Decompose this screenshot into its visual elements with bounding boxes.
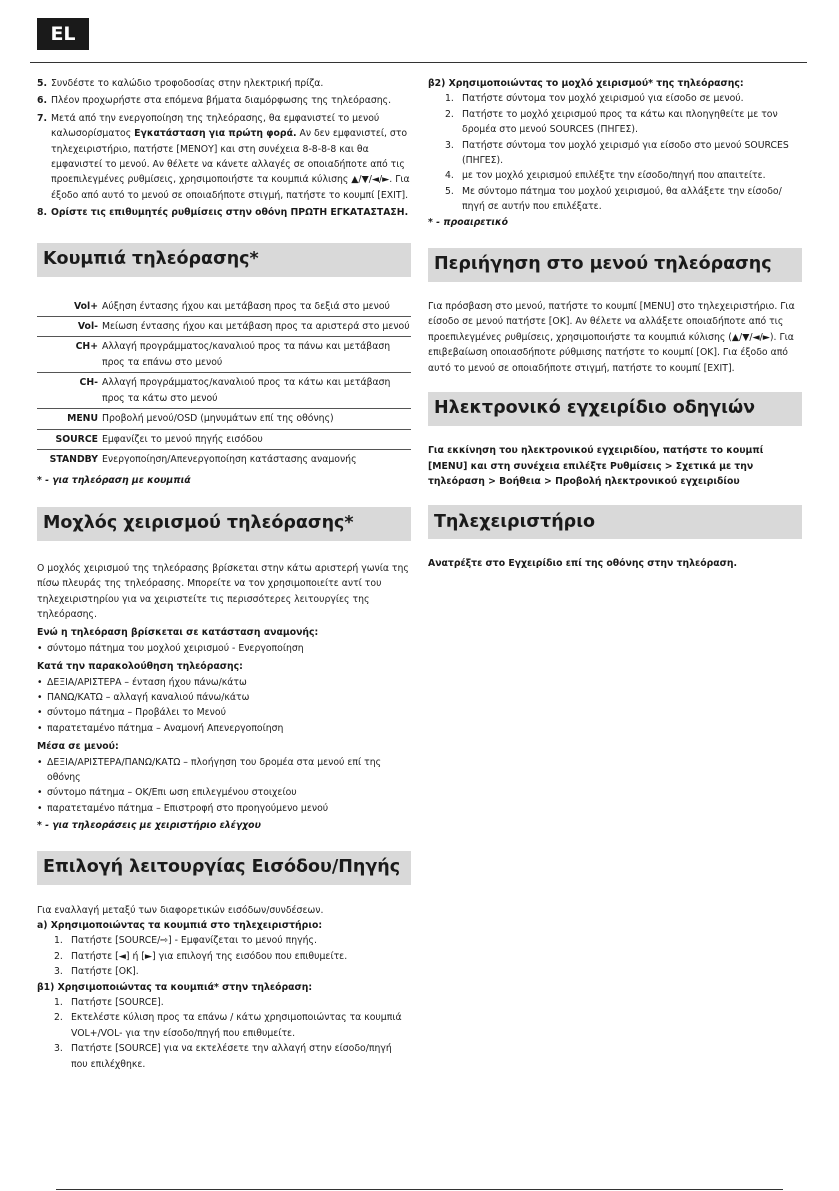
table-row: Vol+ Αύξηση έντασης ήχου και μετάβαση προς τα δεξιά στο μενού: [37, 297, 411, 317]
list-item: 1. Πατήστε [SOURCE/⇨] - Εμφανίζεται το μενού πηγής.: [54, 935, 317, 947]
top-divider: [30, 62, 807, 63]
language-badge: EL: [37, 18, 89, 50]
list-item: 2. Πατήστε το μοχλό χειρισμού προς τα κάτω και πλοηγηθείτε με τον δρομέα στο μενού SOURCES (ΠΗΓΕΣ).: [445, 108, 778, 136]
list-item: 3. Πατήστε σύντομα τον μοχλό χειρισμό για είσοδο στο μενού SOURCES (ΠΗΓΕΣ).: [445, 139, 789, 167]
list-item: • παρατεταμένο πάτημα – Επιστροφή στο προηγούμενο μενού: [37, 802, 329, 814]
table-row: SOURCE Εμφανίζει το μενού πηγής εισόδου: [37, 429, 411, 449]
remote-control-heading: Τηλεχειριστήριο: [428, 505, 802, 539]
list-item: 3. Πατήστε [OK].: [54, 966, 139, 978]
table-row: CH- Αλλαγή προγράμματος/καναλιού προς τα κάτω και μετάβαση προς τα κάτω στο μενού: [37, 373, 411, 409]
remote-method-steps: [37, 933, 411, 979]
tv-buttons-method-heading: β1) Χρησιμοποιώντας τα κουμπιά* στην τηλεόραση:: [37, 981, 313, 993]
e-manual-heading: Ηλεκτρονικό εγχειρίδιο οδηγιών: [428, 392, 802, 426]
list-item: • σύντομο πάτημα – Προβάλει το Μενού: [37, 707, 226, 719]
list-item: • ΔΕΞΙΑ/ΑΡΙΣΤΕΡΑ/ΠΑΝΩ/ΚΑΤΩ – πλοήγηση του δρομέα στα μενού επί της οθόνης: [37, 756, 382, 783]
list-item: 5. Με σύντομο πάτημα του μοχλού χειρισμού, θα αλλάξετε την είσοδο/πηγή σε αυτήν που επιλέξατε.: [445, 185, 782, 213]
table-row: Vol- Μείωση έντασης ήχου και μετάβαση προς τα αριστερά στο μενού: [37, 317, 411, 337]
step-7: 7. Μετά από την ενεργοποίηση της τηλεόρασης, θα εμφανιστεί το μενού καλωσορίσματος Εγκατάσταση για πρώτη φορά. Αν δεν εμφανιστεί, στο τηλεχειριστήριο, πατήστε [ΜΕΝΟΥ] και στη συνέχεια 8-8-8-8 και θα εμφανιστεί το μενού. Αν θέλετε να κάνετε αλλαγές σε οποιαδήποτε από τις προεπιλεγμένες ρυθμίσεις, χρησιμοποιήστε τα κουμπιά κύλισης ▲/▼/◄/►. Για έξοδο από αυτό το μενού σε οποιαδήποτε στιγμή, πατήστε το κουμπί [EXIT].: [37, 112, 410, 201]
step-6: 6. Πλέον προχωρήστε στα επόμενα βήματα διαμόρφωσης της τηλεόρασης.: [37, 95, 392, 107]
e-manual-text: Για εκκίνηση του ηλεκτρονικού εγχειριδίου, πατήστε το κουμπί [MENU] και στη συνέχεια επιλέξτε Ρυθμίσεις > Σχετικά με την τηλεόραση > Βοήθεια > Προβολή ηλεκτρονικού εγχειριδίου: [428, 445, 764, 487]
source-heading: Επιλογή λειτουργίας Εισόδου/Πηγής: [37, 851, 411, 885]
standby-list: [37, 641, 411, 656]
step-8: 8. Ορίστε τις επιθυμητές ρυθμίσεις στην οθόνη ΠΡΩΤΗ ΕΓΚΑΤΑΣΤΑΣΗ.: [37, 207, 409, 219]
buttons-footnote: * - για τηλεόραση με κουμπιά: [37, 475, 191, 487]
list-item: • σύντομο πάτημα – OK/Επι ωση επιλεγμένου στοιχείου: [37, 787, 297, 799]
joystick-intro: Ο μοχλός χειρισμού της τηλεόρασης βρίσκεται στην κάτω αριστερή γωνία της πίσω πλευράς της τηλεόρασης. Μπορείτε να τον χρησιμοποιείτε αντί του τηλεχειριστηρίου για να χειριστείτε τις περισσότερες λειτουργίες της τηλεόρασης.: [37, 562, 409, 620]
menu-navigation-heading: Περιήγηση στο μενού τηλεόρασης: [428, 248, 802, 282]
joystick-heading: Μοχλός χειρισμού τηλεόρασης*: [37, 507, 411, 541]
optional-footnote: * - προαιρετικό: [428, 216, 508, 228]
bottom-divider: [56, 1189, 783, 1190]
list-item: • παρατεταμένο πάτημα – Αναμονή Απενεργοποίηση: [37, 722, 284, 734]
menu-heading: Μέσα σε μενού:: [37, 741, 119, 753]
list-item: 2. Εκτελέστε κύλιση προς τα επάνω / κάτω χρησιμοποιώντας τα κουμπιά VOL+/VOL- για την είσοδο/πηγή που επιθυμείτε.: [54, 1012, 402, 1039]
remote-control-text: Ανατρέξτε στο Εγχειρίδιο επί της οθόνης στην τηλεόραση.: [428, 558, 738, 570]
menu-navigation-text: Για πρόσβαση στο μενού, πατήστε το κουμπί [MENU] στο τηλεχειριστήριο. Για είσοδο σε μενού πατήστε [OK]. Αν θέλετε να αλλάξετε οποιαδήποτε από τις προεπιλεγμένες ρυθμίσεις, χρησιμοποιήστε τα κουμπιά κύλισης (▲/▼/◄/►). Για επιβεβαίωση οποιασδήποτε ρύθμισης πατήστε το κουμπί [OK]. Για έξοδο από αυτό το μενού σε οποιαδήποτε στιγμή, πατήστε το κουμπί [EXIT].: [428, 301, 795, 374]
tv-buttons-table: [37, 297, 411, 470]
watching-list: [37, 675, 411, 737]
source-intro: Για εναλλαγή μεταξύ των διαφορετικών εισόδων/συνδέσεων.: [37, 904, 324, 916]
menu-list: [37, 755, 411, 817]
list-item: • ΔΕΞΙΑ/ΑΡΙΣΤΕΡΑ – ένταση ήχου πάνω/κάτω: [37, 676, 247, 688]
joystick-method-steps: [428, 91, 802, 214]
joystick-footnote: * - για τηλεοράσεις με χειριστήριο ελέγχου: [37, 820, 261, 832]
list-item: 3. Πατήστε [SOURCE] για να εκτελέσετε την αλλαγή στην είσοδο/πηγή που επιλέχθηκε.: [54, 1043, 392, 1070]
list-item: • σύντομο πάτημα του μοχλού χειρισμού - Ενεργοποίηση: [37, 642, 304, 654]
table-row: MENU Προβολή μενού/OSD (μηνυμάτων επί της οθόνης): [37, 409, 411, 429]
left-column: [37, 76, 411, 1072]
joystick-method-heading: β2) Χρησιμοποιώντας το μοχλό χειρισμού* της τηλεόρασης:: [428, 78, 744, 89]
list-item: • ΠΑΝΩ/ΚΑΤΩ – αλλαγή καναλιού πάνω/κάτω: [37, 691, 250, 703]
list-item: 1. Πατήστε σύντομα τον μοχλό χειρισμού για είσοδο σε μενού.: [445, 93, 744, 105]
tv-buttons-method-steps: [37, 995, 411, 1072]
table-row: CH+ Αλλαγή προγράμματος/καναλιού προς τα πάνω και μετάβαση προς τα επάνω στο μενού: [37, 337, 411, 373]
list-item: 4. με τον μοχλό χειρισμού επιλέξτε την είσοδο/πηγή που απαιτείτε.: [445, 170, 766, 182]
watching-heading: Κατά την παρακολούθηση τηλεόρασης:: [37, 661, 243, 673]
step-5: 5. Συνδέστε το καλώδιο τροφοδοσίας στην ηλεκτρική πρίζα.: [37, 78, 324, 89]
setup-steps: [37, 76, 411, 221]
list-item: 2. Πατήστε [◄] ή [►] για επιλογή της εισόδου που επιθυμείτε.: [54, 950, 348, 962]
tv-buttons-heading: Κουμπιά τηλεόρασης*: [37, 243, 411, 277]
standby-heading: Ενώ η τηλεόραση βρίσκεται σε κατάσταση αναμονής:: [37, 627, 319, 639]
table-row: STANDBY Ενεργοποίηση/Απενεργοποίηση κατάστασης αναμονής: [49, 453, 357, 465]
remote-method-heading: a) Χρησιμοποιώντας τα κουμπιά στο τηλεχειριστήριο:: [37, 920, 323, 932]
list-item: 1. Πατήστε [SOURCE].: [54, 997, 164, 1009]
right-column: [428, 76, 802, 572]
